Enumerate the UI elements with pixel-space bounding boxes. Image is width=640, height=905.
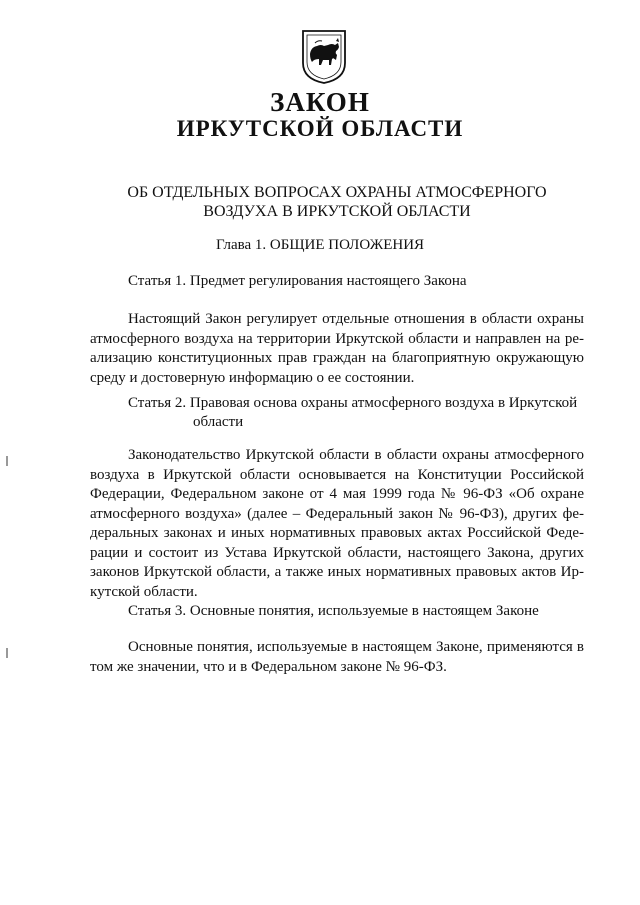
article-2-heading: Статья 2. Правовая основа охраны атмосферного воздуха в Иркутской xyxy=(128,395,578,411)
scan-margin-mark xyxy=(6,456,8,466)
article-3-text: Основные понятия, используемые в настоящем Законе, применяются в том же значении, что и в Федеральном законе № 96-ФЗ. xyxy=(90,639,584,675)
irkutsk-coat-of-arms-icon xyxy=(301,29,347,85)
scan-margin-mark xyxy=(6,648,8,658)
region-title: ИРКУТСКОЙ ОБЛАСТИ xyxy=(176,116,464,141)
law-title: ЗАКОН xyxy=(270,87,370,117)
article-2-heading-continuation: области xyxy=(193,414,244,430)
chapter-heading: Глава 1. ОБЩИЕ ПОЛОЖЕНИЯ xyxy=(215,237,425,253)
article-1-text: Настоящий Закон регулирует отдельные отношения в области охраны атмосферного воздуха на территории Иркутской области и направлен на ре-ализацию конституционных прав граждан на благоприятную окружающую среду и достоверную информацию о ее состоянии. xyxy=(90,311,584,386)
article-2-text: Законодательство Иркутской области в области охраны атмосферного воздуха в Иркутской области основывается на Конституции Российской Федерации, Федеральном законе от 4 мая 1999 года № 96-ФЗ «Об охране атмосферного воздуха» (далее – Федеральный закон № 96-ФЗ), других фе-деральных законах и иных нормативных правовых актах Российской Феде-рации и состоит из Устава Иркутской области, настоящего Закона, других законов Иркутской области, а также иных нормативных правовых актов Ир-кутской области. xyxy=(90,447,584,600)
coat-of-arms-emblem xyxy=(301,29,347,85)
law-subtitle: ОБ ОТДЕЛЬНЫХ ВОПРОСАХ ОХРАНЫ АТМОСФЕРНОГО ВОЗДУХА В ИРКУТСКОЙ ОБЛАСТИ xyxy=(127,184,547,220)
article-3-heading: Статья 3. Основные понятия, используемые в настоящем Законе xyxy=(128,603,539,619)
article-1-heading: Статья 1. Предмет регулирования настоящего Закона xyxy=(128,273,467,289)
